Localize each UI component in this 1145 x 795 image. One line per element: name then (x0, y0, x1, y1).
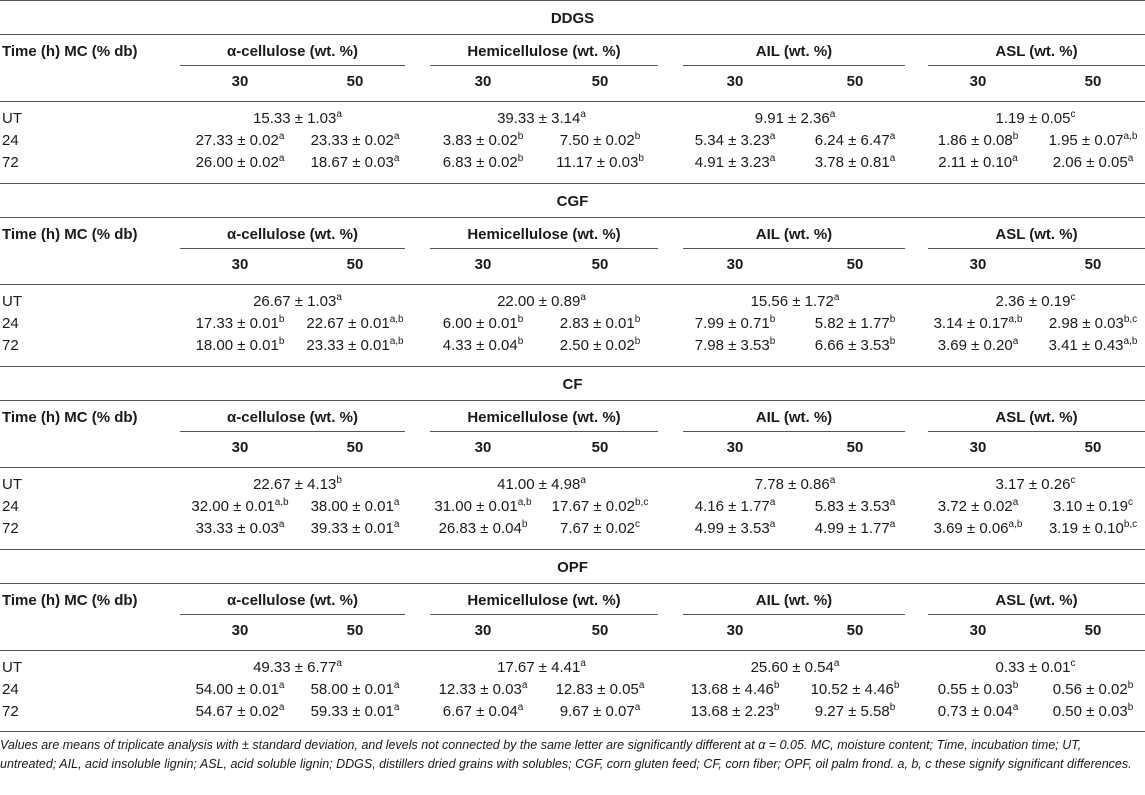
significance-letter: a,b (1123, 131, 1138, 142)
cell-value: 3.83 ± 0.02 (442, 132, 518, 149)
cell-value: 25.60 ± 0.54 (750, 659, 834, 676)
cell-value: 41.00 ± 4.98 (497, 476, 581, 493)
significance-letter: a (336, 292, 342, 303)
significance-letter: a (278, 131, 285, 142)
cell-value: 1.86 ± 0.08 (937, 132, 1013, 149)
significance-letter: b (773, 680, 780, 691)
mc-subheader: 30 (726, 73, 744, 90)
significance-letter: a (889, 131, 896, 142)
cell-value: 12.83 ± 0.05 (555, 681, 639, 698)
cell-value: 58.00 ± 0.01 (310, 681, 394, 698)
significance-letter: b (1127, 680, 1134, 691)
section-top-rule (0, 0, 1145, 1)
significance-letter: a (1127, 153, 1134, 164)
section-title-rule (0, 34, 1145, 35)
data-cell (1018, 132, 1145, 149)
mc-subheader: 50 (1084, 439, 1102, 456)
significance-letter: b (517, 336, 524, 347)
significance-letter: a (278, 153, 285, 164)
significance-letter: a (829, 109, 836, 120)
group-header: Hemicellulose (wt. %) (467, 43, 621, 60)
significance-letter: b (1127, 702, 1134, 713)
significance-letter: b (769, 336, 776, 347)
group-underline (683, 614, 905, 615)
significance-letter: b (634, 131, 641, 142)
group-underline (683, 431, 905, 432)
cell-value: 7.67 ± 0.02 (560, 520, 635, 537)
ut-value (462, 476, 622, 493)
cell-value: 49.33 ± 6.77 (253, 659, 337, 676)
significance-letter: a (393, 497, 400, 508)
significance-letter: a (1012, 497, 1019, 508)
ut-value (715, 110, 875, 127)
cell-value: 0.73 ± 0.04 (937, 703, 1013, 720)
cell-value: 5.34 ± 3.23 (694, 132, 770, 149)
ut-value (218, 110, 378, 127)
significance-letter: a (521, 680, 528, 691)
header-bottom-rule (0, 650, 1145, 651)
group-underline (928, 248, 1145, 249)
cell-value: 6.83 ± 0.02 (442, 154, 518, 171)
group-underline (430, 614, 658, 615)
mc-subheader: 50 (591, 256, 609, 273)
ut-value (956, 476, 1116, 493)
data-cell (525, 337, 675, 354)
data-cell (1018, 520, 1145, 537)
cell-value: 27.33 ± 0.02 (195, 132, 279, 149)
cell-value: 9.27 ± 5.58 (814, 703, 890, 720)
group-underline (430, 431, 658, 432)
ut-value (956, 659, 1116, 676)
cell-value: 3.17 ± 0.26 (995, 476, 1071, 493)
significance-letter: a (278, 702, 285, 713)
time-mc-header: Time (h) MC (% db) (2, 226, 138, 243)
mc-subheader: 30 (969, 622, 987, 639)
cell-value: 4.99 ± 1.77 (814, 520, 890, 537)
significance-letter: b (889, 702, 896, 713)
group-underline (928, 431, 1145, 432)
mc-subheader: 30 (969, 256, 987, 273)
significance-letter: a (278, 680, 285, 691)
cell-value: 2.50 ± 0.02 (559, 337, 635, 354)
ut-value (956, 293, 1116, 310)
data-cell (525, 132, 675, 149)
ut-value (715, 659, 875, 676)
cell-value: 6.24 ± 6.47 (814, 132, 890, 149)
significance-letter: c (1127, 497, 1133, 508)
mc-subheader: 50 (1084, 256, 1102, 273)
cell-value: 13.68 ± 2.23 (690, 703, 774, 720)
section-title: DDGS (550, 10, 595, 27)
mc-subheader: 30 (726, 256, 744, 273)
cell-value: 6.00 ± 0.01 (442, 315, 518, 332)
group-underline (180, 431, 405, 432)
cell-value: 5.83 ± 3.53 (814, 498, 890, 515)
header-bottom-rule (0, 284, 1145, 285)
significance-letter: b (521, 519, 528, 530)
cell-value: 3.41 ± 0.43 (1048, 337, 1124, 354)
section-title-rule (0, 400, 1145, 401)
significance-letter: a (889, 497, 896, 508)
significance-letter: a,b (1008, 314, 1023, 325)
significance-letter: a (769, 153, 776, 164)
cell-value: 4.33 ± 0.04 (442, 337, 518, 354)
group-header: α-cellulose (wt. %) (227, 43, 358, 60)
significance-letter: a (833, 292, 840, 303)
group-header: ASL (wt. %) (995, 226, 1078, 243)
cell-value: 17.67 ± 0.02 (551, 498, 635, 515)
significance-letter: a (1012, 702, 1019, 713)
significance-letter: a (769, 519, 776, 530)
mc-subheader: 50 (1084, 622, 1102, 639)
significance-letter: a (393, 153, 400, 164)
significance-letter: a (833, 658, 840, 669)
significance-letter: a (580, 658, 586, 669)
significance-letter: a (634, 702, 641, 713)
mc-subheader: 50 (846, 622, 864, 639)
cell-value: 15.56 ± 1.72 (750, 293, 834, 310)
cell-value: 18.00 ± 0.01 (195, 337, 279, 354)
significance-letter: a,b (1123, 336, 1138, 347)
data-cell (1018, 315, 1145, 332)
mc-subheader: 30 (474, 622, 492, 639)
group-header: ASL (wt. %) (995, 43, 1078, 60)
row-label-time: 72 (2, 520, 19, 537)
significance-letter: a,b (1008, 519, 1023, 530)
cell-value: 39.33 ± 3.14 (497, 110, 581, 127)
data-cell (525, 498, 675, 515)
significance-letter: b (634, 336, 641, 347)
group-underline (180, 65, 405, 66)
mc-subheader: 50 (591, 73, 609, 90)
cell-value: 2.36 ± 0.19 (995, 293, 1071, 310)
group-header: α-cellulose (wt. %) (227, 409, 358, 426)
cell-value: 9.91 ± 2.36 (754, 110, 830, 127)
time-mc-header: Time (h) MC (% db) (2, 592, 138, 609)
cell-value: 54.00 ± 0.01 (195, 681, 279, 698)
cell-value: 32.00 ± 0.01 (191, 498, 275, 515)
cell-value: 39.33 ± 0.01 (310, 520, 394, 537)
row-label-time: 24 (2, 315, 19, 332)
data-cell (1018, 154, 1145, 171)
significance-letter: c (1070, 292, 1076, 303)
group-header: Hemicellulose (wt. %) (467, 409, 621, 426)
cell-value: 26.00 ± 0.02 (195, 154, 279, 171)
section-title: CF (562, 376, 583, 393)
mc-subheader: 30 (474, 73, 492, 90)
row-label-time: 24 (2, 132, 19, 149)
ut-value (462, 293, 622, 310)
data-cell (525, 520, 675, 537)
group-header: Hemicellulose (wt. %) (467, 592, 621, 609)
cell-value: 7.50 ± 0.02 (559, 132, 635, 149)
significance-letter: b (278, 314, 285, 325)
significance-letter: c (1070, 475, 1076, 486)
row-label-ut: UT (2, 476, 22, 493)
significance-letter: a (769, 497, 776, 508)
ut-value (218, 293, 378, 310)
significance-letter: b,c (1123, 519, 1138, 530)
mc-subheader: 50 (846, 73, 864, 90)
group-underline (430, 248, 658, 249)
row-label-time: 72 (2, 154, 19, 171)
significance-letter: a (336, 109, 342, 120)
cell-value: 22.67 ± 0.01 (306, 315, 390, 332)
cell-value: 3.69 ± 0.20 (937, 337, 1013, 354)
significance-letter: c (1070, 109, 1076, 120)
cell-value: 4.99 ± 3.53 (694, 520, 770, 537)
cell-value: 22.67 ± 4.13 (253, 476, 337, 493)
significance-letter: b (517, 314, 524, 325)
cell-value: 6.66 ± 3.53 (814, 337, 890, 354)
group-header: AIL (wt. %) (755, 592, 833, 609)
group-header: Hemicellulose (wt. %) (467, 226, 621, 243)
significance-letter: a (278, 519, 285, 530)
mc-subheader: 50 (846, 256, 864, 273)
mc-subheader: 30 (474, 256, 492, 273)
group-header: AIL (wt. %) (755, 43, 833, 60)
cell-value: 13.68 ± 4.46 (690, 681, 774, 698)
data-cell (1018, 498, 1145, 515)
significance-letter: b,c (634, 497, 649, 508)
significance-letter: a (889, 153, 896, 164)
row-label-ut: UT (2, 659, 22, 676)
cell-value: 3.69 ± 0.06 (933, 520, 1009, 537)
significance-letter: a,b (274, 497, 289, 508)
row-label-ut: UT (2, 110, 22, 127)
cell-value: 33.33 ± 0.03 (195, 520, 279, 537)
group-header: AIL (wt. %) (755, 226, 833, 243)
significance-letter: a (393, 131, 400, 142)
significance-letter: a (336, 658, 342, 669)
cell-value: 2.11 ± 0.10 (938, 154, 1013, 171)
significance-letter: a (1012, 153, 1018, 164)
mc-subheader: 50 (591, 439, 609, 456)
significance-letter: b (893, 680, 900, 691)
group-underline (928, 65, 1145, 66)
cell-value: 3.72 ± 0.02 (937, 498, 1013, 515)
cell-value: 31.00 ± 0.01 (434, 498, 518, 515)
significance-letter: b (773, 702, 780, 713)
cell-value: 59.33 ± 0.01 (310, 703, 394, 720)
group-header: α-cellulose (wt. %) (227, 226, 358, 243)
cell-value: 10.52 ± 4.46 (810, 681, 894, 698)
mc-subheader: 50 (1084, 73, 1102, 90)
header-bottom-rule (0, 101, 1145, 102)
cell-value: 12.33 ± 0.03 (438, 681, 522, 698)
cell-value: 2.98 ± 0.03 (1048, 315, 1124, 332)
header-bottom-rule (0, 467, 1145, 468)
significance-letter: b (638, 153, 644, 164)
cell-value: 0.33 ± 0.01 (995, 659, 1071, 676)
ut-value (218, 659, 378, 676)
cell-value: 17.33 ± 0.01 (195, 315, 279, 332)
cell-value: 15.33 ± 1.03 (253, 110, 337, 127)
group-header: ASL (wt. %) (995, 409, 1078, 426)
significance-letter: b (769, 314, 776, 325)
group-underline (430, 65, 658, 66)
cell-value: 2.06 ± 0.05 (1052, 154, 1128, 171)
data-cell (525, 154, 675, 171)
cell-value: 2.83 ± 0.01 (559, 315, 635, 332)
section-title-rule (0, 583, 1145, 584)
section-title: CGF (556, 193, 589, 210)
mc-subheader: 50 (846, 439, 864, 456)
cell-value: 1.95 ± 0.07 (1048, 132, 1124, 149)
section-top-rule (0, 366, 1145, 367)
row-label-time: 72 (2, 337, 19, 354)
cell-value: 3.14 ± 0.17 (933, 315, 1009, 332)
mc-subheader: 50 (346, 256, 364, 273)
cell-value: 0.56 ± 0.02 (1052, 681, 1128, 698)
group-underline (683, 248, 905, 249)
mc-subheader: 30 (726, 622, 744, 639)
significance-letter: b (336, 475, 342, 486)
significance-letter: c (1070, 658, 1076, 669)
mc-subheader: 30 (231, 256, 249, 273)
cell-value: 17.67 ± 4.41 (497, 659, 581, 676)
significance-letter: a,b (517, 497, 532, 508)
cell-value: 7.99 ± 0.71 (694, 315, 770, 332)
ut-value (462, 110, 622, 127)
group-header: α-cellulose (wt. %) (227, 592, 358, 609)
section-title: OPF (557, 559, 588, 576)
row-label-time: 72 (2, 703, 19, 720)
data-cell (525, 681, 675, 698)
cell-value: 7.78 ± 0.86 (754, 476, 830, 493)
data-cell (525, 703, 675, 720)
row-label-time: 24 (2, 681, 19, 698)
significance-letter: a (829, 475, 836, 486)
mc-subheader: 30 (231, 439, 249, 456)
cell-value: 4.91 ± 3.23 (694, 154, 770, 171)
cell-value: 18.67 ± 0.03 (310, 154, 394, 171)
table-footnote: Values are means of triplicate analysis with ± standard deviation, and levels not connected by the same letter are significantly different at α = 0.05. MC, moisture content; Time, incubation time; UT, untreated; AIL, acid insoluble lignin; ASL, acid soluble lignin; DDGS, distillers dried grains with solubles; CGF, corn gluten feed; CF, corn fiber; OPF, oil palm frond. a, b, c these signify significant differences. (0, 738, 1132, 771)
mc-subheader: 30 (969, 73, 987, 90)
cell-value: 6.67 ± 0.04 (442, 703, 518, 720)
group-header: ASL (wt. %) (995, 592, 1078, 609)
row-label-time: 24 (2, 498, 19, 515)
significance-letter: a (517, 702, 524, 713)
significance-letter: a (393, 680, 400, 691)
group-underline (180, 248, 405, 249)
cell-value: 3.10 ± 0.19 (1053, 498, 1128, 515)
cell-value: 54.67 ± 0.02 (195, 703, 279, 720)
significance-letter: b,c (1123, 314, 1138, 325)
table-bottom-rule (0, 731, 1145, 732)
row-label-ut: UT (2, 293, 22, 310)
section-top-rule (0, 183, 1145, 184)
mc-subheader: 50 (346, 439, 364, 456)
cell-value: 1.19 ± 0.05 (995, 110, 1071, 127)
cell-value: 26.83 ± 0.04 (438, 520, 522, 537)
significance-letter: b (1012, 680, 1019, 691)
section-title-rule (0, 217, 1145, 218)
group-underline (683, 65, 905, 66)
group-underline (180, 614, 405, 615)
cell-value: 0.55 ± 0.03 (937, 681, 1013, 698)
time-mc-header: Time (h) MC (% db) (2, 43, 138, 60)
cell-value: 3.78 ± 0.81 (814, 154, 890, 171)
mc-subheader: 30 (726, 439, 744, 456)
cell-value: 11.17 ± 0.03 (556, 154, 639, 171)
mc-subheader: 30 (474, 439, 492, 456)
significance-letter: a (769, 131, 776, 142)
ut-value (715, 293, 875, 310)
cell-value: 23.33 ± 0.02 (310, 132, 394, 149)
mc-subheader: 30 (231, 622, 249, 639)
significance-letter: a (580, 109, 586, 120)
ut-value (715, 476, 875, 493)
section-top-rule (0, 549, 1145, 550)
data-cell (1018, 337, 1145, 354)
mc-subheader: 50 (346, 622, 364, 639)
group-header: AIL (wt. %) (755, 409, 833, 426)
cell-value: 9.67 ± 0.07 (559, 703, 635, 720)
mc-subheader: 30 (969, 439, 987, 456)
significance-letter: b (634, 314, 641, 325)
cell-value: 5.82 ± 1.77 (814, 315, 890, 332)
cell-value: 22.00 ± 0.89 (497, 293, 581, 310)
mc-subheader: 30 (231, 73, 249, 90)
group-underline (928, 614, 1145, 615)
significance-letter: b (889, 336, 896, 347)
ut-value (956, 110, 1116, 127)
mc-subheader: 50 (591, 622, 609, 639)
significance-letter: a (638, 680, 645, 691)
data-cell (1018, 681, 1145, 698)
significance-letter: a,b (389, 336, 404, 347)
ut-value (462, 659, 622, 676)
significance-letter: a (580, 292, 586, 303)
cell-value: 38.00 ± 0.01 (310, 498, 394, 515)
data-cell (1018, 703, 1145, 720)
significance-letter: a (393, 702, 400, 713)
ut-value (218, 476, 378, 493)
cell-value: 0.50 ± 0.03 (1052, 703, 1128, 720)
cell-value: 3.19 ± 0.10 (1048, 520, 1124, 537)
significance-letter: a,b (389, 314, 404, 325)
significance-letter: a (580, 475, 586, 486)
mc-subheader: 50 (346, 73, 364, 90)
data-cell (525, 315, 675, 332)
significance-letter: b (517, 131, 524, 142)
significance-letter: a (1012, 336, 1019, 347)
cell-value: 4.16 ± 1.77 (694, 498, 770, 515)
significance-letter: b (278, 336, 285, 347)
significance-letter: b (517, 153, 524, 164)
significance-letter: b (889, 314, 896, 325)
cell-value: 7.98 ± 3.53 (694, 337, 770, 354)
significance-letter: c (634, 519, 640, 530)
cell-value: 26.67 ± 1.03 (253, 293, 337, 310)
time-mc-header: Time (h) MC (% db) (2, 409, 138, 426)
significance-letter: b (1012, 131, 1019, 142)
significance-letter: a (889, 519, 896, 530)
cell-value: 23.33 ± 0.01 (306, 337, 390, 354)
significance-letter: a (393, 519, 400, 530)
